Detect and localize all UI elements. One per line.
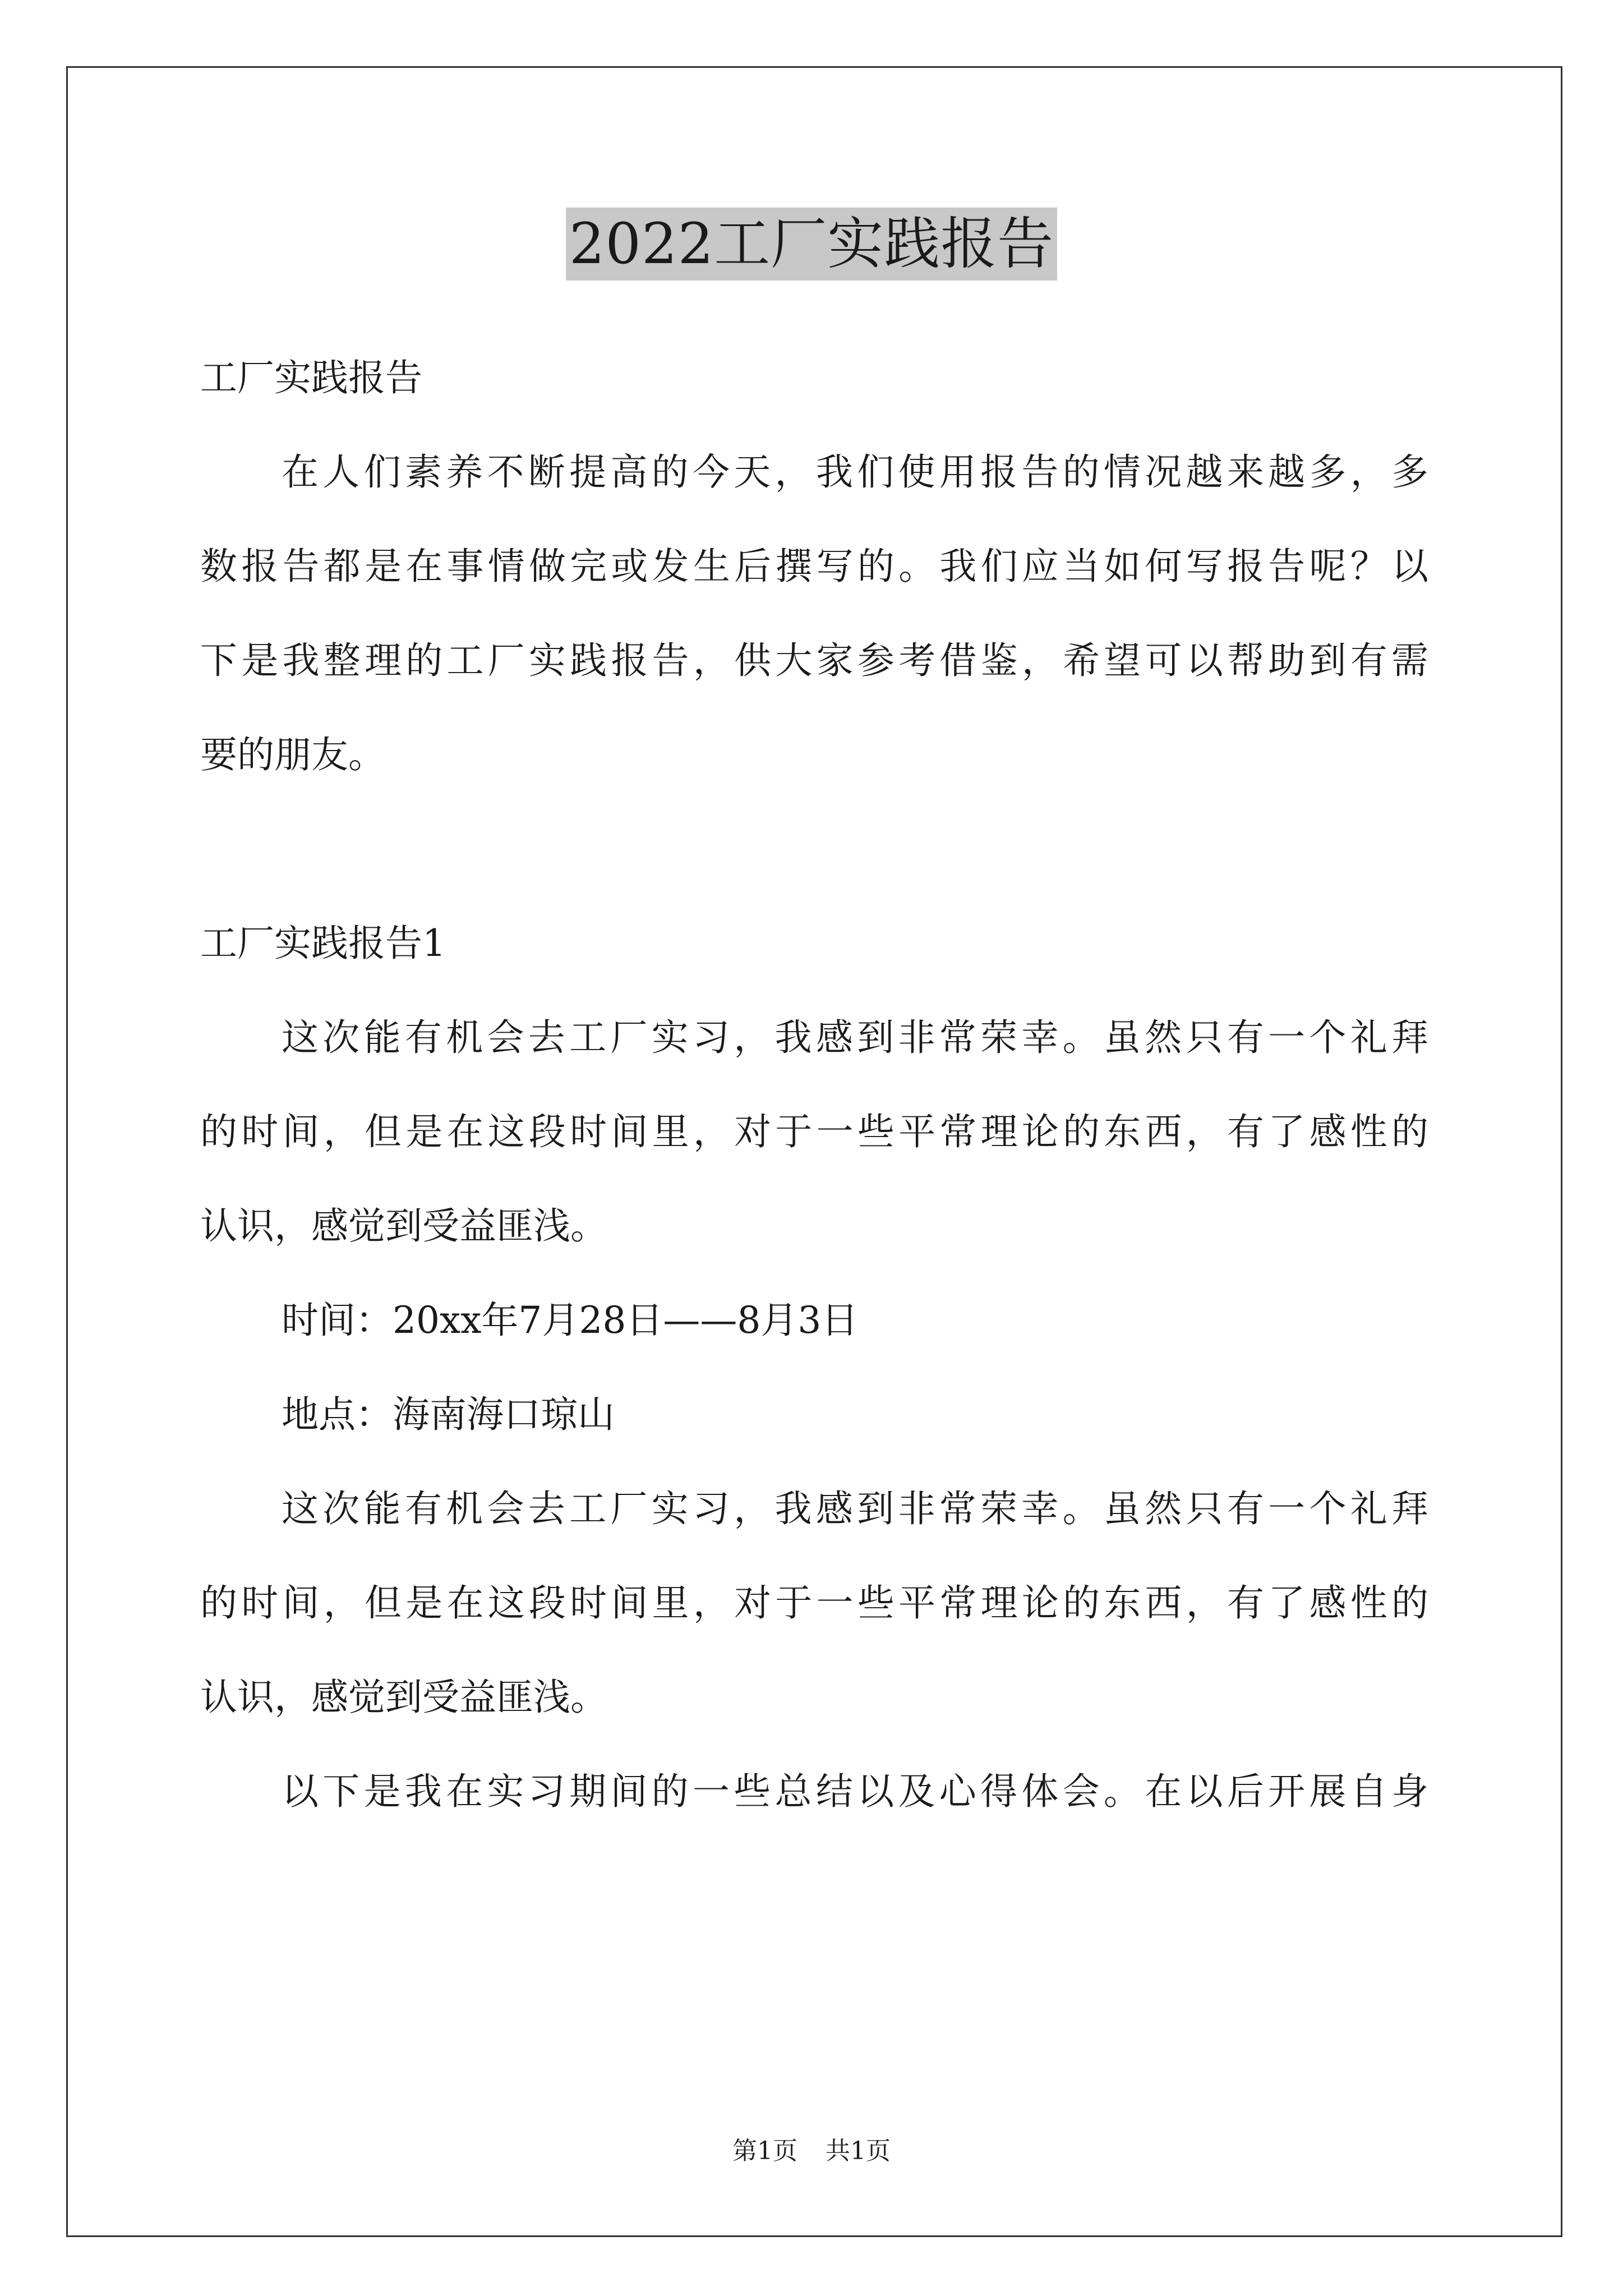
page-number: 第1页	[732, 2137, 797, 2165]
para-a-line-3: 认识，感觉到受益匪浅。	[200, 1204, 607, 1248]
intro-line-4: 要的朋友。	[200, 733, 385, 776]
intro-line-1: 在人们素养不断提高的今天，我们使用报告的情况越来越多，多	[282, 450, 1428, 494]
para-b-line-3: 认识，感觉到受益匪浅。	[200, 1676, 607, 1719]
para-a-line-1: 这次能有机会去工厂实习，我感到非常荣幸。虽然只有一个礼拜	[282, 1016, 1428, 1059]
intro-line-3: 下是我整理的工厂实践报告，供大家参考借鉴，希望可以帮助到有需	[200, 639, 1428, 682]
document-title: 2022工厂实践报告	[566, 208, 1058, 280]
para-b-line-2: 的时间，但是在这段时间里，对于一些平常理论的东西，有了感性的	[200, 1581, 1428, 1625]
intro-line-2: 数报告都是在事情做完或发生后撰写的。我们应当如何写报告呢？以	[200, 545, 1428, 588]
page-footer	[0, 2134, 1623, 2168]
document-body	[200, 331, 1428, 1839]
section-heading-intro: 工厂实践报告	[200, 356, 422, 399]
para-b-line-1: 这次能有机会去工厂实习，我感到非常荣幸。虽然只有一个礼拜	[282, 1487, 1428, 1530]
title-block	[0, 208, 1623, 280]
page-total: 共1页	[826, 2137, 891, 2165]
place-line: 地点：海南海口琼山	[282, 1393, 615, 1436]
para-a-line-2: 的时间，但是在这段时间里，对于一些平常理论的东西，有了感性的	[200, 1110, 1428, 1153]
time-line: 时间：20xx年7月28日——8月3日	[282, 1299, 859, 1342]
blank-line	[200, 802, 1428, 896]
para-c-line-1: 以下是我在实习期间的一些总结以及心得体会。在以后开展自身	[282, 1770, 1428, 1813]
section-heading-1: 工厂实践报告1	[200, 922, 446, 965]
